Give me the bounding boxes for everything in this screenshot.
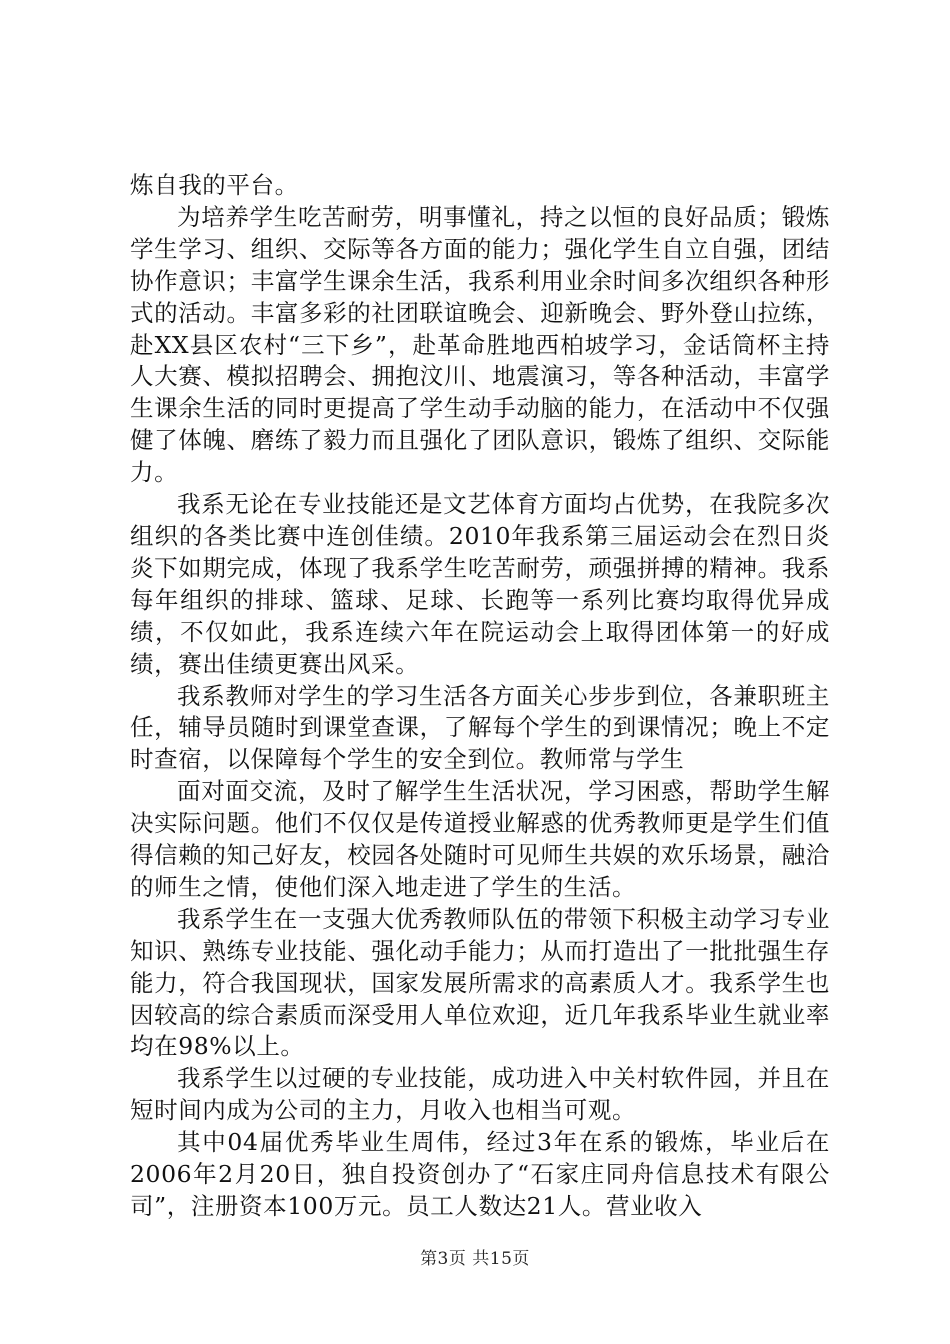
paragraph-3: 我系无论在专业技能还是文艺体育方面均占优势，在我院多次组织的各类比赛中连创佳绩。2010年我系第三届运动会在烈日炎炎下如期完成，体现了我系学生吃苦耐劳，顽强拼搏的精神。我系每年组织的排球、篮球、足球、长跑等一系列比赛均取得优异成绩，不仅如此，我系连续六年在院运动会上取得团体第一的好成绩，赛出佳绩更赛出风采。 — [130, 490, 830, 678]
paragraph-7: 我系学生以过硬的专业技能，成功进入中关村软件园，并且在短时间内成为公司的主力，月收入也相当可观。 — [130, 1064, 830, 1125]
document-body — [130, 170, 830, 1223]
paragraph-2: 为培养学生吃苦耐劳，明事懂礼，持之以恒的良好品质；锻炼学生学习、组织、交际等各方面的能力；强化学生自立自强，团结协作意识；丰富学生课余生活，我系利用业余时间多次组织各种形式的活动。丰富多彩的社团联谊晚会、迎新晚会、野外登山拉练，赴XX县区农村“三下乡”，赴革命胜地西柏坡学习，金话筒杯主持人大赛、模拟招聘会、拥抱汶川、地震演习，等各种活动，丰富学生课余生活的同时更提高了学生动手动脑的能力，在活动中不仅强健了体魄、磨练了毅力而且强化了团队意识，锻炼了组织、交际能力。 — [130, 202, 830, 487]
page-footer — [0, 1244, 950, 1269]
paragraph-5: 面对面交流，及时了解学生生活状况，学习困惑，帮助学生解决实际问题。他们不仅仅是传道授业解惑的优秀教师更是学生们值得信赖的知己好友，校园各处随时可见师生共娱的欢乐场景，融洽的师生之情，使他们深入地走进了学生的生活。 — [130, 777, 830, 901]
paragraph-6: 我系学生在一支强大优秀教师队伍的带领下积极主动学习专业知识、熟练专业技能、强化动手能力；从而打造出了一批批强生存能力，符合我国现状，国家发展所需求的高素质人才。我系学生也因较高的综合素质而深受用人单位欢迎，近几年我系毕业生就业率均在98%以上。 — [130, 904, 830, 1061]
paragraph-8: 其中04届优秀毕业生周伟，经过3年在系的锻炼，毕业后在2006年2月20日，独自投资创办了“石家庄同舟信息技术有限公司”，注册资本100万元。员工人数达21人。营业收入 — [130, 1128, 830, 1220]
page-number-label: 第3页 共15页 — [420, 1249, 530, 1269]
paragraph-4: 我系教师对学生的学习生活各方面关心步步到位，各兼职班主任，辅导员随时到课堂查课，了解每个学生的到课情况；晚上不定时查宿，以保障每个学生的安全到位。教师常与学生 — [130, 681, 830, 774]
paragraph-1: 炼自我的平台。 — [130, 171, 299, 199]
